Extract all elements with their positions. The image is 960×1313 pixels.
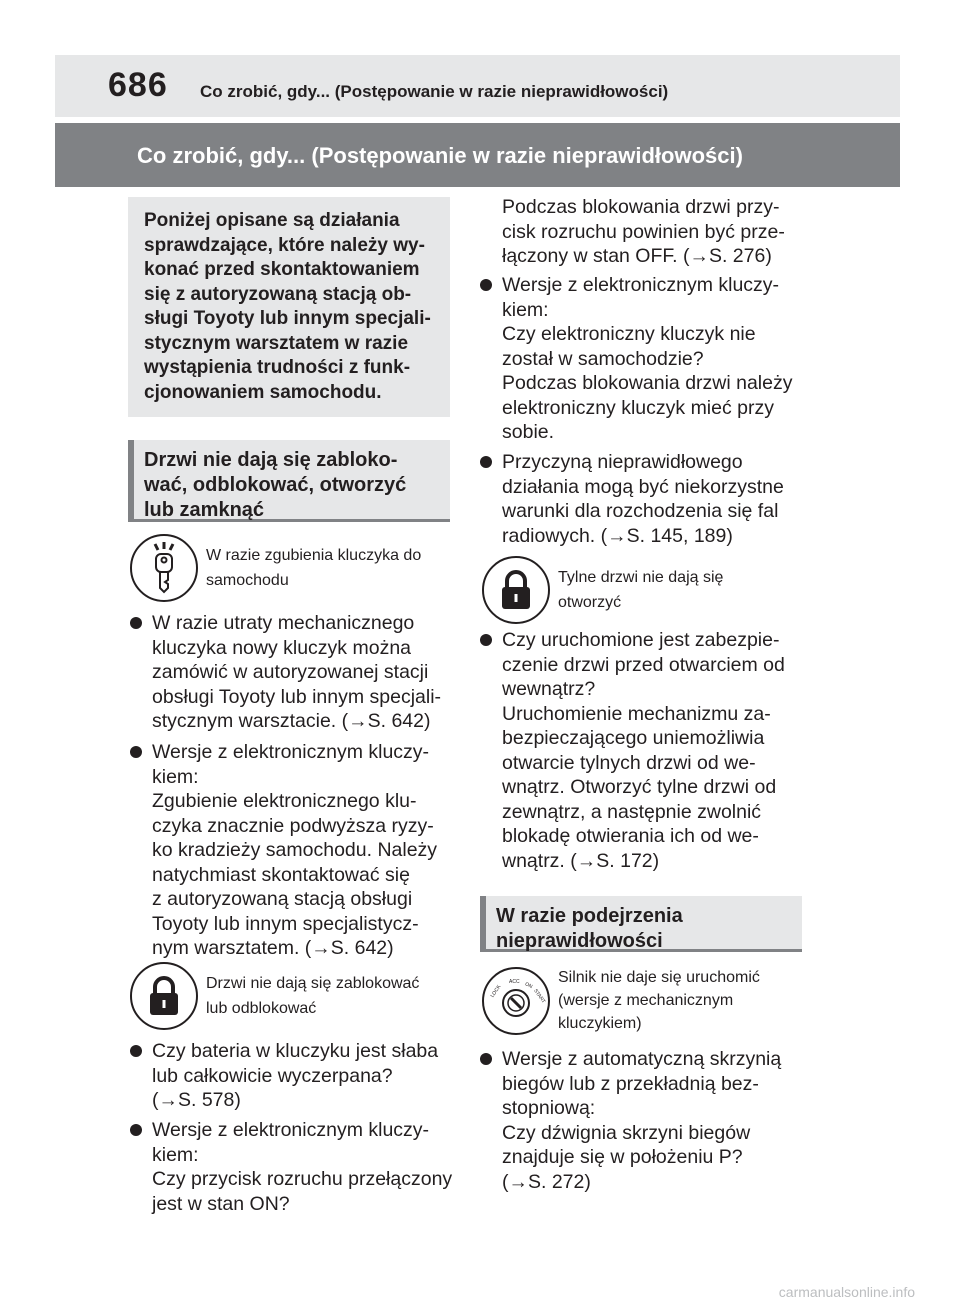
text-line: kluczyka nowy kluczyk można (152, 636, 412, 659)
text-line: Czy elektroniczny kluczyk nie (502, 323, 756, 345)
list-item (480, 273, 820, 445)
text-line: nym warsztatem. (→S. 642) (152, 937, 394, 959)
padlock-icon (130, 962, 198, 1030)
list-item (130, 1039, 460, 1113)
caption-line: Drzwi nie dają się zablokować (206, 975, 420, 992)
intro-line: konać przed skontaktowaniem (144, 259, 420, 280)
caption-line: Silnik nie daje się uruchomić (558, 969, 760, 986)
icon-row-ignition (482, 966, 760, 1035)
text-line: wewnątrz? (502, 678, 596, 700)
icon-caption (558, 966, 760, 1035)
section-heading-malfunction (480, 896, 802, 952)
text-line: z autoryzowaną stacją obsługi (152, 888, 413, 910)
icon-caption (558, 565, 723, 615)
text-line: stycznym warsztacie. (→S. 642) (152, 710, 431, 732)
text-line: Wersje z elektronicznym kluczy- (502, 274, 780, 296)
text-line: Uruchomienie mechanizmu za- (502, 702, 771, 725)
list-item (480, 1047, 820, 1194)
text-line: blokadę otwierania ich od we- (502, 825, 759, 847)
text-line: Czy bateria w kluczyku jest słaba (152, 1040, 439, 1062)
text-line: elektroniczny kluczyk mieć przy (502, 396, 774, 419)
section-heading-line: nieprawidłowości (496, 930, 663, 952)
text-line: czyka znacznie podwyższa ryzy- (152, 814, 434, 837)
lost-key-icon (130, 534, 198, 602)
intro-line: wystąpienia trudności z funk- (144, 357, 411, 378)
intro-line: sprawdzające, które należy wy- (144, 234, 425, 256)
section-heading-line: wać, odblokować, otworzyć (144, 474, 407, 496)
caption-line: kluczykiem) (558, 1015, 642, 1032)
text-line: znajduje się w położeniu P? (502, 1146, 743, 1168)
page-number: 686 (108, 66, 168, 104)
caption-line: W razie zgubienia kluczyka do (206, 547, 422, 564)
list-item (480, 628, 820, 873)
icon-row-back-door (482, 556, 723, 624)
list-item (130, 611, 460, 734)
title-bar (55, 123, 900, 187)
intro-box (128, 197, 450, 417)
section-heading-line: lub zamknąć (144, 499, 265, 521)
ignition-label-lock: LOCK (489, 983, 503, 999)
text-line: łączony w stan OFF. (→S. 276) (502, 245, 772, 267)
text-line: Wersje z elektronicznym kluczy- (152, 1119, 430, 1141)
text-line: czenie drzwi przed otwarciem od (502, 653, 785, 676)
text-line: Czy dźwignia skrzyni biegów (502, 1121, 751, 1144)
padlock-icon (482, 556, 550, 624)
text-line: cisk rozruchu powinien być prze- (502, 220, 785, 243)
icon-caption (206, 971, 419, 1021)
text-line: Podczas blokowania drzwi należy (502, 372, 793, 394)
text-line: Czy przycisk rozruchu przełączony (152, 1168, 453, 1190)
text-line: jest w stan ON? (152, 1192, 290, 1215)
caption-line: Tylne drzwi nie dają się (558, 569, 724, 586)
ignition-label-on: ON (523, 980, 534, 990)
caption-line: (wersje z mechanicznym (558, 992, 734, 1009)
running-title: Co zrobić, gdy... (Postępowanie w razie nieprawidłowości) (200, 82, 669, 101)
text-line: biegów lub z przekładnią bez- (502, 1072, 759, 1095)
text-line: wnątrz. (→S. 172) (502, 849, 660, 872)
text-line: obsługi Toyoty lub innym specjali- (152, 685, 442, 708)
page-title: Co zrobić, gdy... (Postępowanie w razie nieprawidłowości) (137, 143, 743, 168)
text-line: zamówić w autoryzowanej stacji (152, 661, 429, 683)
text-line: sobie. (502, 421, 555, 443)
text-line: kiem: (502, 298, 549, 321)
text-line: natychmiast skontaktować się (152, 863, 410, 886)
icon-row-lock (130, 962, 419, 1030)
icon-row-lost-key (130, 534, 421, 602)
list-item (130, 1118, 460, 1216)
text-line: radiowych. (→S. 145, 189) (502, 524, 733, 547)
text-line: kiem: (152, 765, 199, 788)
text-line: Przyczyną nieprawidłowego (502, 451, 743, 473)
text-line: bezpieczającego uniemożliwia (502, 727, 765, 749)
caption-line: lub odblokować (206, 1000, 317, 1017)
section-heading-doors (128, 440, 450, 522)
intro-line: cjonowaniem samochodu. (144, 381, 382, 403)
intro-line: stycznym warsztatem w razie (144, 332, 409, 354)
text-line: został w samochodzie? (502, 347, 704, 370)
text-line: Zgubienie elektronicznego klu- (152, 790, 417, 812)
text-line: (→S. 272) (502, 1170, 591, 1193)
text-line: zewnątrz, a następnie zwolnić (502, 800, 762, 823)
ignition-label-acc: ACC (509, 978, 520, 985)
text-line: Toyoty lub innym specjalistycz- (152, 912, 419, 935)
caption-line: samochodu (206, 572, 289, 589)
text-line: Podczas blokowania drzwi przy- (502, 196, 780, 218)
continuation-paragraph (502, 195, 822, 269)
text-line: warunki dla rozchodzenia się fal (502, 500, 779, 522)
text-line: kiem: (152, 1143, 199, 1166)
text-line: (→S. 578) (152, 1089, 241, 1111)
text-line: wnątrz. Otworzyć tylne drzwi od (502, 776, 777, 798)
text-line: Wersje z elektronicznym kluczy- (152, 741, 430, 763)
ignition-switch-icon (482, 967, 550, 1035)
caption-line: otworzyć (558, 594, 622, 611)
intro-line: się z autoryzowaną stacją ob- (144, 283, 412, 305)
intro-line: sługi Toyoty lub innym specjali- (144, 308, 431, 329)
section-heading-line: W razie podejrzenia (496, 905, 683, 927)
section-heading-line: Drzwi nie dają się zabloko- (144, 449, 398, 471)
list-item (480, 450, 820, 548)
text-line: Czy uruchomione jest zabezpie- (502, 629, 780, 651)
watermark: carmanualsonline.info (778, 1284, 915, 1300)
text-line: Wersje z automatyczną skrzynią (502, 1048, 782, 1070)
ignition-label-start: START (532, 987, 547, 1005)
text-line: ko kradzieży samochodu. Należy (152, 839, 438, 861)
text-line: działania mogą być niekorzystne (502, 475, 784, 498)
icon-caption (206, 543, 421, 593)
text-line: stopniową: (502, 1097, 596, 1119)
text-line: otwarcie tylnych drzwi od we- (502, 751, 756, 774)
text-line: lub całkowicie wyczerpana? (152, 1064, 393, 1087)
text-line: W razie utraty mechanicznego (152, 612, 415, 634)
intro-line: Poniżej opisane są działania (144, 210, 400, 231)
list-item (130, 740, 460, 961)
